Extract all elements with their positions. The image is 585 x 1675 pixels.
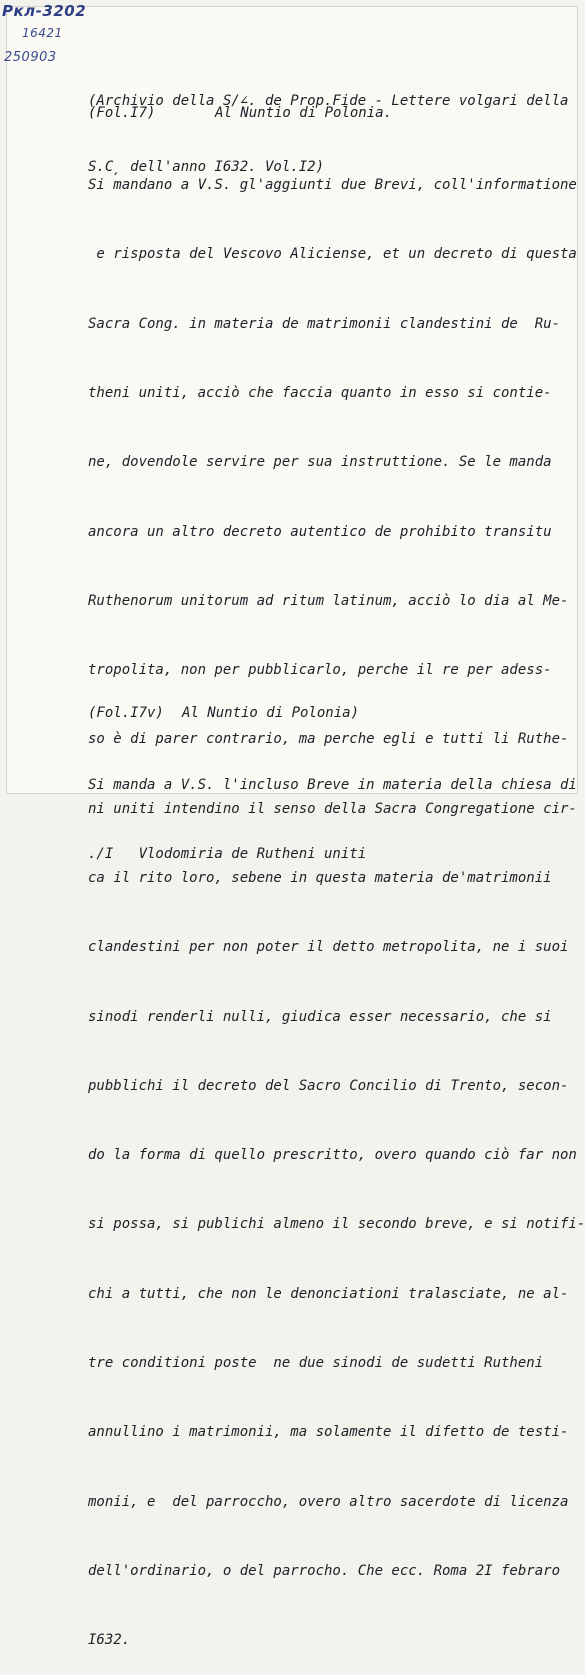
text-line: Si manda a V.S. l'incluso Breve in materia della chiesa di	[88, 777, 577, 793]
text-line: monii, e del parroccho, overo altro sacerdote di licenza	[88, 1493, 569, 1510]
text-line: ./I Vlodomiria de Rutheni uniti	[88, 846, 367, 862]
text-line: sinodi renderli nulli, giudica esser necessario, che si	[88, 1008, 552, 1025]
text-line: ni uniti intendino il senso della Sacra Congregatione cir-	[88, 800, 577, 817]
text-line: dell'ordinario, o del parrocho. Che ecc. Roma 2I febraro	[88, 1562, 561, 1579]
letter-body	[88, 728, 577, 889]
handwritten-number: 250903	[4, 50, 57, 65]
folio-label: (Fol.I7v)	[88, 705, 164, 721]
text-line: Ruthenorum unitorum ad ritum latinum, acciò lo dia al Me-	[88, 592, 569, 609]
text-line: pubblichi il decreto del Sacro Concilio di Trento, secon-	[88, 1077, 569, 1094]
recipient-heading: Al Nuntio di Polonia.	[215, 105, 393, 121]
text-line: chi a tutti, che non le denonciationi tralasciate, ne al-	[88, 1285, 569, 1302]
letter-body	[88, 128, 585, 1675]
text-line: si possa, si publichi almeno il secondo breve, e si notifi-	[88, 1216, 585, 1233]
text-line: do la forma di quello prescritto, overo quando ciò far non	[88, 1147, 577, 1164]
text-line: ancora un altro decreto autentico de prohibito transitu	[88, 523, 552, 540]
text-line: tropolita, non per pubblicarlo, perche il re per adess-	[88, 662, 552, 679]
text-line: ca il rito loro, sebene in questa materia de'matrimonii	[88, 870, 552, 886]
handwritten-reference: Ркл-3202	[2, 2, 87, 20]
text-line: Si mandano a V.S. gl'aggiunti due Brevi, coll'informatione	[88, 177, 577, 194]
text-line: e risposta del Vescovo Aliciense, et un decreto di questa	[88, 246, 577, 263]
text-line: annullino i matrimonii, ma solamente il difetto de testi-	[88, 1424, 569, 1441]
archive-header-line: (Archivio della S/∠. de Prop.Fide - Lettere volgari della	[88, 93, 569, 109]
recipient-heading: Al Nuntio di Polonia)	[182, 705, 360, 721]
text-line: I632.	[88, 1632, 131, 1649]
folio-label: (Fol.I7)	[88, 105, 156, 121]
text-line: ne, dovendole servire per sua instruttione. Se le manda	[88, 454, 552, 471]
text-line: tre conditioni poste ne due sinodi de sudetti Rutheni	[88, 1354, 544, 1371]
text-line: Sacra Cong. in materia de matrimonii clandestini de Ru-	[88, 315, 561, 332]
text-line: clandestini per non poter il detto metropolita, ne i suoi	[88, 939, 569, 956]
text-line: theni uniti, acciò che faccia quanto in esso si contie-	[88, 385, 552, 402]
archive-header-line: S.C̦ dell'anno I632. Vol.I2)	[88, 159, 325, 175]
handwritten-code: 16421	[22, 26, 63, 40]
text-line: so è di parer contrario, ma perche egli e tutti li Ruthe-	[88, 731, 569, 748]
